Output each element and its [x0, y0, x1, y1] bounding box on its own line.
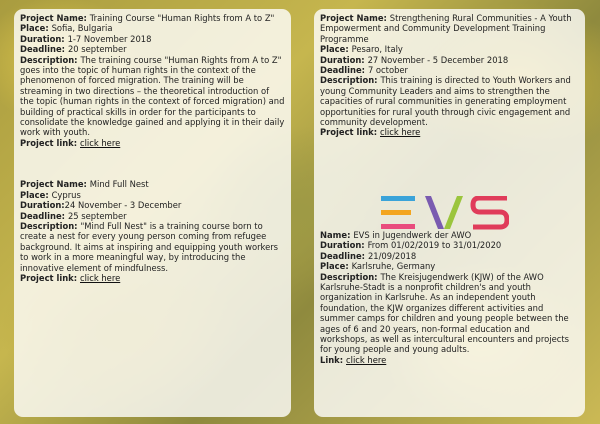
place-label: Place: [320, 261, 346, 272]
deadline: 20 september: [67, 44, 127, 55]
place: Pesaro, Italy: [351, 44, 403, 55]
description: This training is directed to Youth Workers and young Community Leaders and aims to strengthen the capacities of rural communities in generating employment opportunities for rural youth through civic engagement and community development.: [320, 75, 571, 128]
entry-evs-awo: Name: EVS in Jugendwerk der AWO Duration: From 01/02/2019 to 31/01/2020 Deadline: 21/09/2018 Place: Karlsruhe, Germany Description: The Kreisjugendwerk (KJW) of the AWO Karlsruhe-Stadt is a nonprofit children's and youth organization in Karlsruhe. As an independent youth foundation, the KJW organizes different activities and summer camps for children and young people between the ages of 6 and 20 years, non-formal education and workshops, as well as intercultural encounters and projects for young people and young adults. Link: click here: [320, 229, 569, 365]
place-label: Place: [320, 44, 346, 55]
evs-logo: [381, 196, 509, 230]
place: Cyprus: [51, 189, 81, 200]
description-label: Description: [20, 54, 75, 65]
deadline: 7 october: [367, 65, 408, 76]
link-label: Link: [320, 354, 340, 365]
entry-human-rights: Project Name: Training Course "Human Rights from A to Z" Place: Sofia, Bulgaria Duration: 1-7 November 2018 Deadline: 20 september Description: The training course "Human Rights from A to Z" goes into the topic of human rights in the context of the phenomenon of forced migration. The training will be streaming in two directions – the theoretical introduction of the topic (human rights in the context of forced migration) and building of practical skills in order for the participants to consolidate the knowledge gained and applying it in their daily work with youth. Project link: click here: [20, 13, 285, 148]
deadline-label: Deadline: [320, 65, 362, 76]
duration-label: Duration: [320, 240, 362, 251]
evs-logo-s: [473, 198, 507, 227]
project-link[interactable]: click here: [346, 354, 387, 365]
duration-label: Duration: [20, 200, 62, 211]
duration: 1-7 November 2018: [67, 33, 152, 44]
description: The Kreisjugendwerk (KJW) of the AWO Karlsruhe-Stadt is a nonprofit children's and youth organization in Karlsruhe. As an independent youth foundation, the KJW organizes different activities and summer camps for children and young people between the ages of 6 and 20 years, non-formal education and workshops, as well as intercultural encounters and projects for young people and young adults.: [320, 271, 569, 355]
project-link-label: Project link: [20, 272, 74, 283]
project-name: Training Course "Human Rights from A to Z": [89, 13, 275, 23]
project-link-label: Project link: [20, 137, 74, 148]
project-link[interactable]: click here: [80, 137, 121, 148]
project-name: EVS in Jugendwerk der AWO: [353, 229, 472, 240]
name-label: Name: [320, 229, 348, 240]
place-label: Place: [20, 189, 46, 200]
description: "Mind Full Nest" is a training course born to create a nest for every young person coming from refugee background. It aims at inspiring and equipping youth workers to work in a more meaningful way, by introducing the innovative element of mindfulness.: [20, 220, 279, 273]
duration-label: Duration: [320, 54, 362, 65]
duration: From 01/02/2019 to 31/01/2020: [367, 240, 502, 251]
project-name: Mind Full Nest: [89, 179, 149, 190]
duration: 27 November - 5 December 2018: [367, 54, 509, 65]
evs-logo-e: [381, 196, 415, 229]
left-card: [14, 9, 291, 417]
deadline: 25 september: [67, 210, 127, 221]
entry-mind-full-nest: Project Name: Mind Full Nest Place: Cyprus Duration:24 November - 3 December Deadline: 25 september Description: "Mind Full Nest" is a training course born to create a nest for every young person coming from refugee background. It aims at inspiring and equipping youth workers to work in a more meaningful way, by introducing the innovative element of mindfulness. Project link: click here: [20, 179, 279, 283]
duration-label: Duration: [20, 33, 62, 44]
deadline: 21/09/2018: [367, 250, 417, 261]
project-link-label: Project link: [320, 127, 374, 138]
description-label: Description: [20, 220, 75, 231]
evs-logo-v: [425, 196, 463, 229]
place: Karlsruhe, Germany: [351, 261, 436, 272]
project-name-label: Project Name: [20, 179, 84, 190]
project-link[interactable]: click here: [380, 127, 421, 138]
project-name-label: Project Name: [320, 13, 384, 23]
entry-rural-communities: Project Name: Strengthening Rural Communities - A Youth Empowerment and Community Development Training Programme Place: Pesaro, Italy Duration: 27 November - 5 December 2018 Deadline: 7 october Description: This training is directed to Youth Workers and young Community Leaders and aims to strengthen the capacities of rural communities in generating employment opportunities for rural youth through civic engagement and community development. Project link: click here: [320, 13, 572, 138]
description-label: Description: [320, 75, 375, 86]
deadline-label: Deadline: [20, 210, 62, 221]
description: The training course "Human Rights from A to Z" goes into the topic of human rights in the context of the phenomenon of forced migration. The training will be streaming in two directions – the theoretical introduction of the topic (human rights in the context of forced migration) and building of practical skills in order for the participants to consolidate the knowledge gained and applying it in their daily work with youth.: [20, 54, 285, 138]
deadline-label: Deadline: [320, 250, 362, 261]
project-name-label: Project Name: [20, 13, 84, 23]
description-label: Description: [320, 271, 375, 282]
place: Sofia, Bulgaria: [51, 23, 113, 34]
project-link[interactable]: click here: [80, 272, 121, 283]
project-name: Strengthening Rural Communities - A Youth Empowerment and Community Development Training Programme: [320, 13, 572, 44]
duration: 24 November - 3 December: [64, 200, 182, 211]
deadline-label: Deadline: [20, 44, 62, 55]
place-label: Place: [20, 23, 46, 34]
